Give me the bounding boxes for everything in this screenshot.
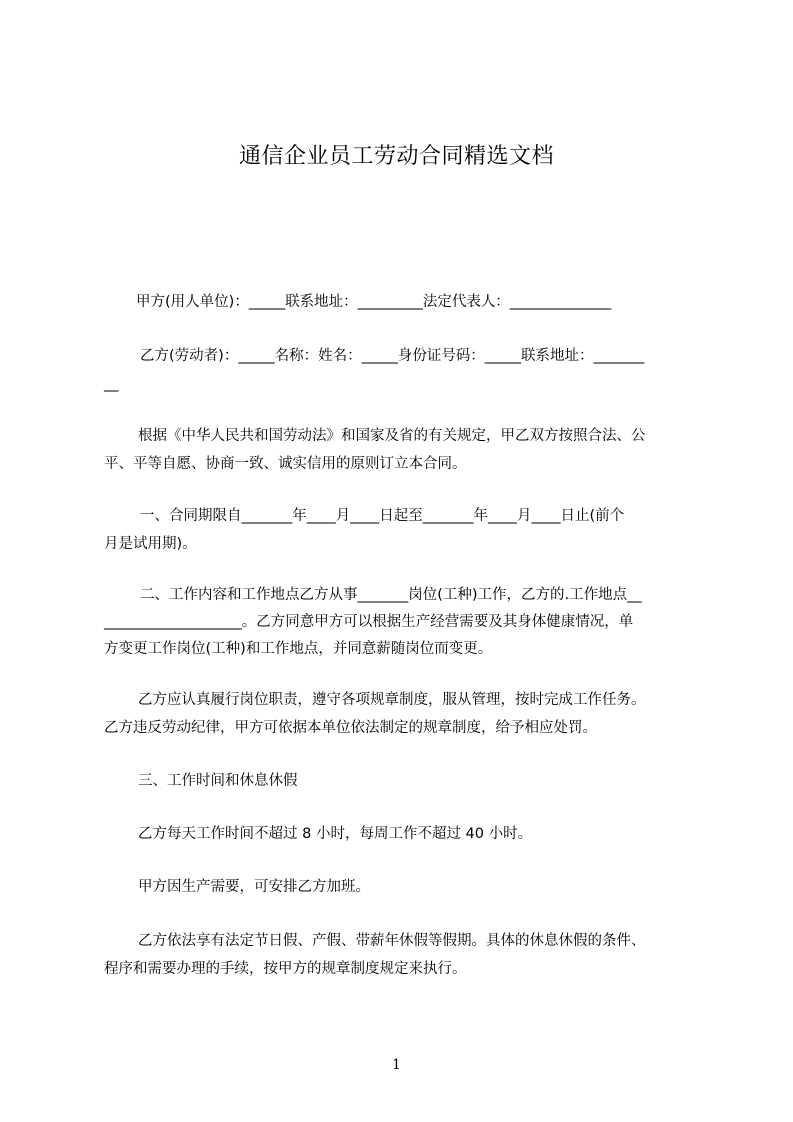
clause-2-line-1: 二、工作内容和工作地点乙方从事_______岗位(工种)工作，乙方的.工作地点__ (140, 587, 642, 603)
preamble-line-1: 根据《中华人民共和国劳动法》和国家及省的有关规定，甲乙双方按照合法、公 (138, 428, 646, 444)
overtime-line: 甲方因生产需要，可安排乙方加班。 (138, 879, 370, 895)
leave-line-2: 程序和需要办理的手续，按甲方的规章制度规定来执行。 (104, 961, 467, 977)
clause-3-heading: 三、工作时间和休息休假 (138, 773, 298, 789)
clause-2-line-3: 方变更工作岗位(工种)和工作地点，并同意薪随岗位而变更。 (104, 641, 493, 657)
clause-1-line-2: 月是试用期)。 (104, 536, 197, 552)
leave-line-1: 乙方依法享有法定节日假、产假、带薪年休假等假期。具体的休息休假的条件、 (138, 933, 646, 949)
duties-line-1: 乙方应认真履行岗位职责，遵守各项规章制度，服从管理，按时完成工作任务。 (138, 692, 646, 708)
party-b-line: 乙方(劳动者)：_____名称：姓名：_____身份证号码：_____联系地址：_______ (140, 348, 645, 364)
clause-1-line-1: 一、合同期限自_______年____月____日起至_______年____月____日止(前个 (140, 508, 625, 524)
clause-2-line-2: ___________________。乙方同意甲方可以根据生产经营需要及其身体健康情况，单 (104, 614, 634, 630)
preamble-line-2: 平、平等自愿、协商一致、诚实信用的原则订立本合同。 (104, 456, 467, 472)
duties-line-2: 乙方违反劳动纪律，甲方可依据本单位依法制定的规章制度，给予相应处罚。 (104, 720, 597, 736)
party-a-line: 甲方(用人单位)：_____联系地址：_________法定代表人：______________ (136, 294, 612, 310)
party-b-line-continued: __ (104, 376, 119, 392)
document-title: 通信企业员工劳动合同精选文档 (238, 144, 554, 169)
working-hours-line: 乙方每天工作时间不超过 8 小时，每周工作不超过 40 小时。 (138, 826, 533, 842)
page-number: 1 (392, 1057, 401, 1073)
